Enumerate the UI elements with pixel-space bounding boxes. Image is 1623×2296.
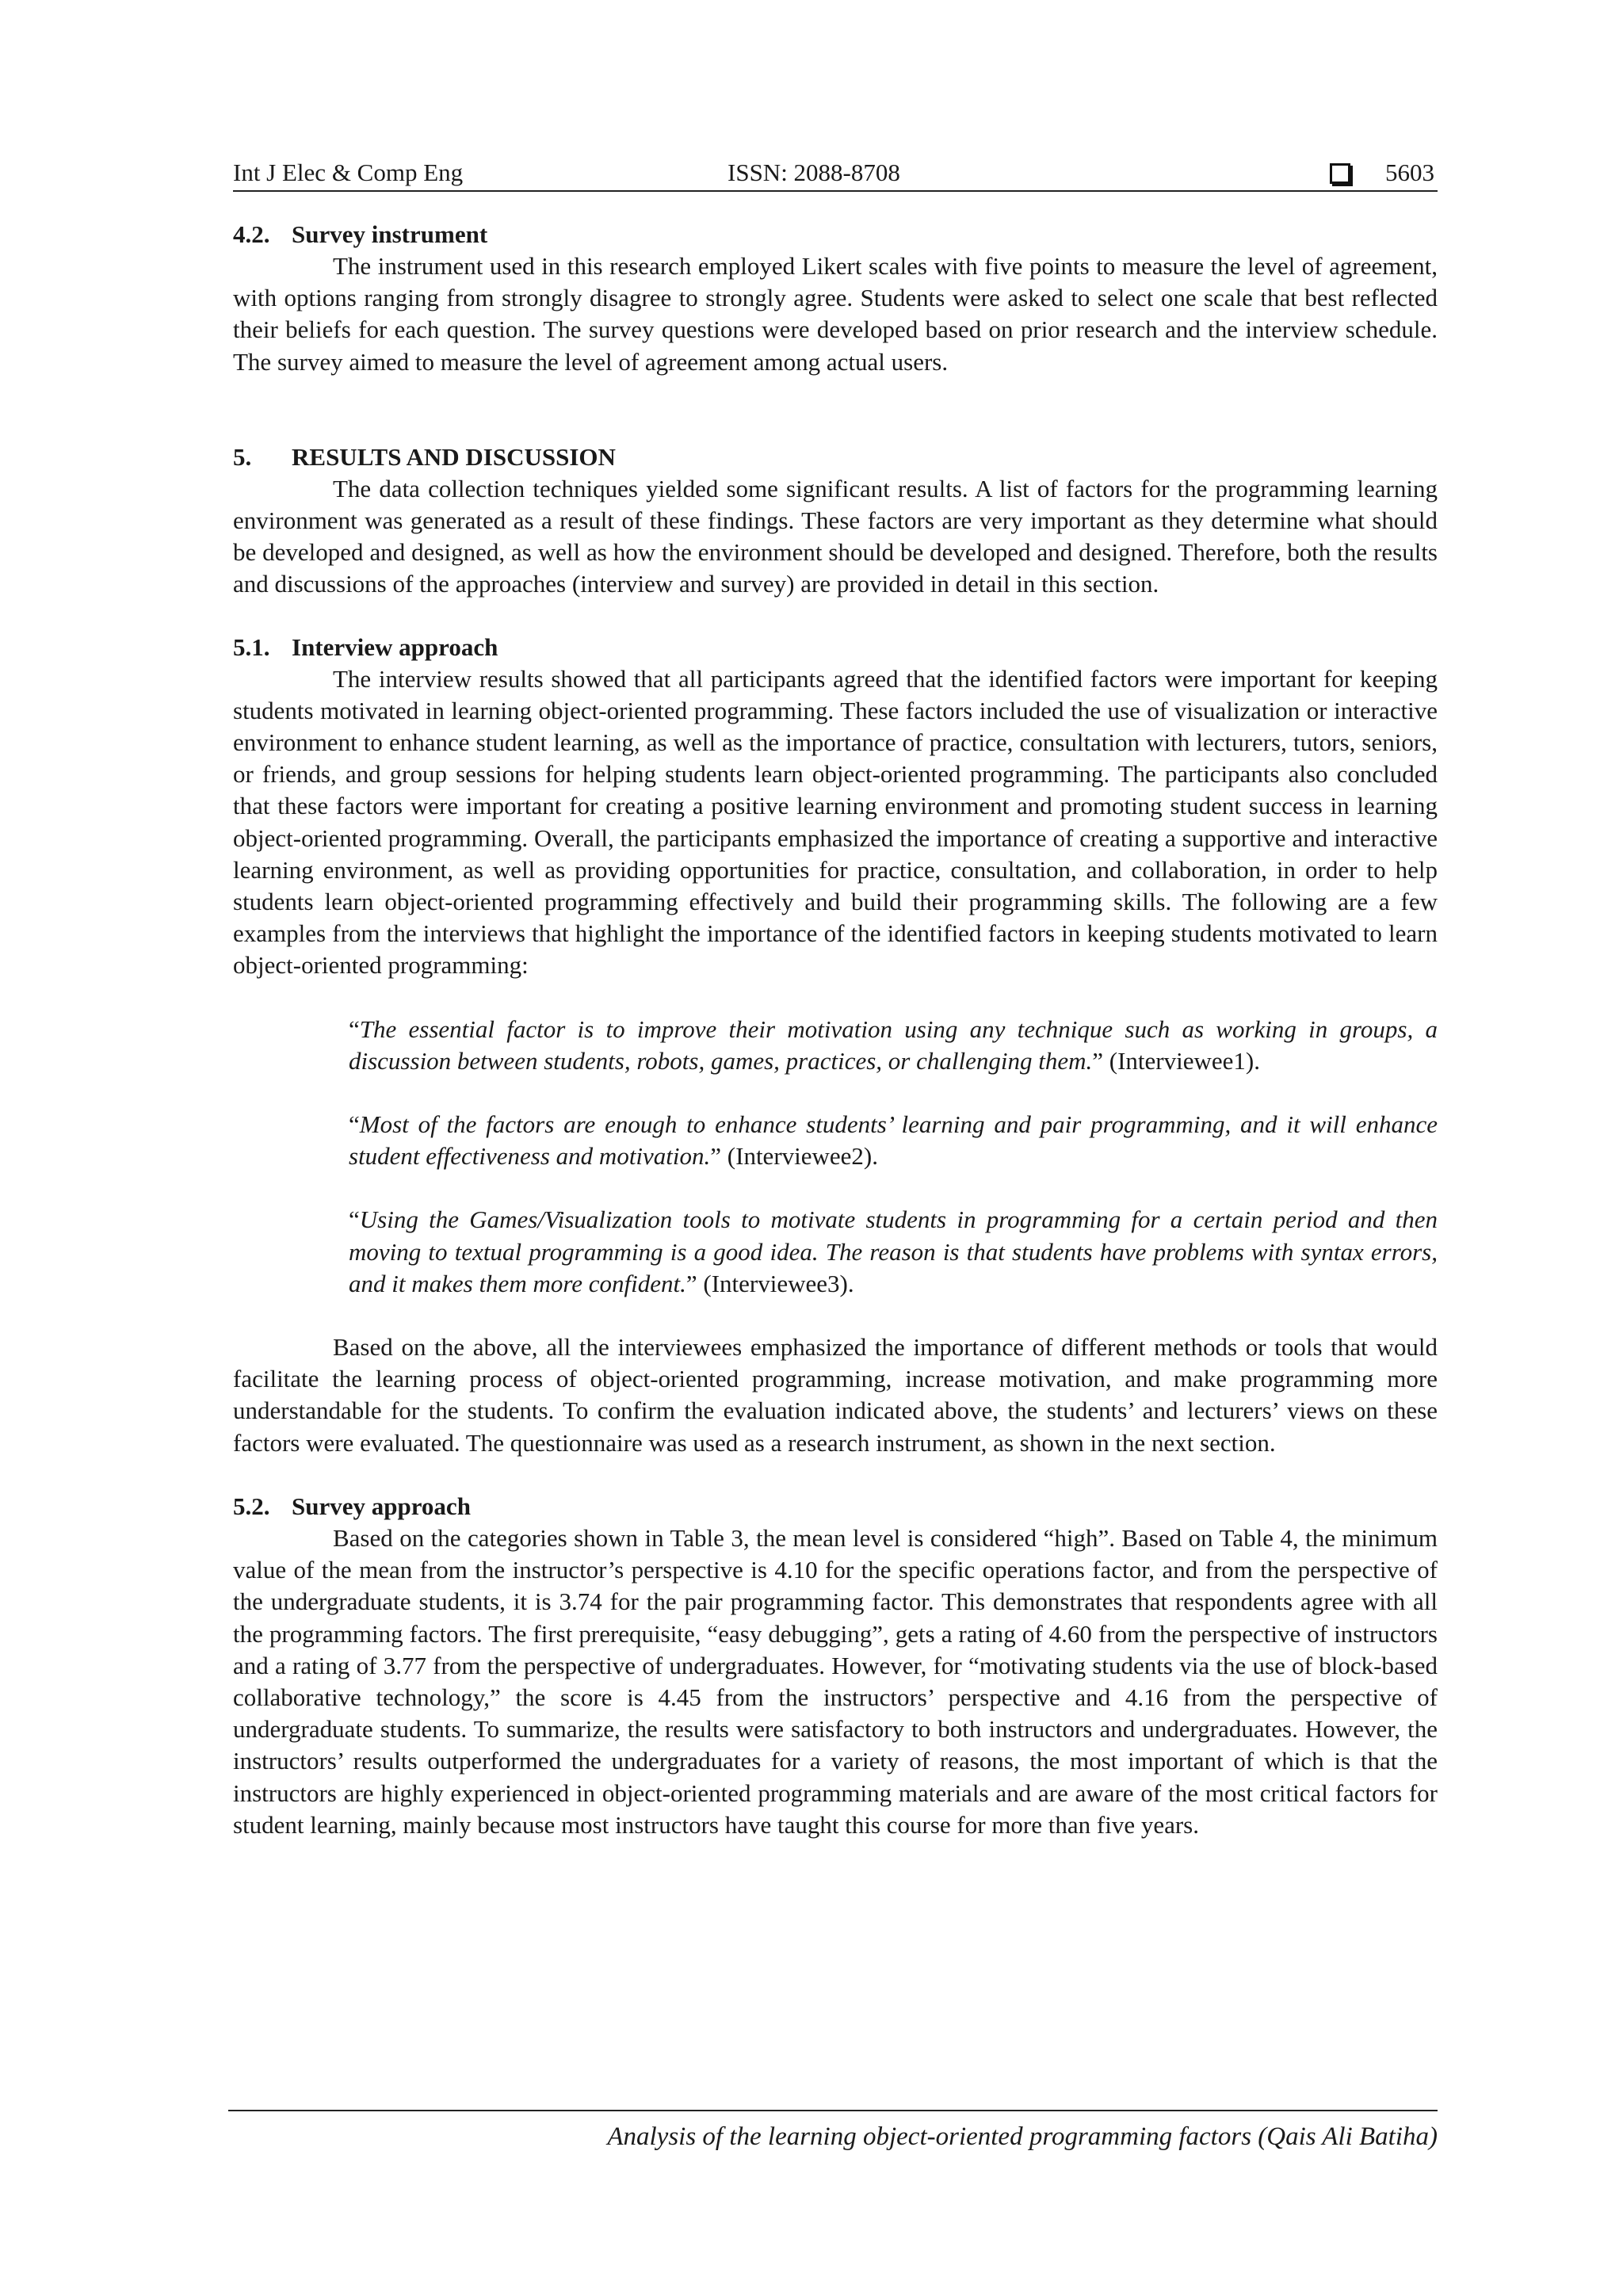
running-title: Analysis of the learning object-oriented programming factors (Qais Ali Batiha) bbox=[607, 2122, 1438, 2151]
paragraph: The data collection techniques yielded some significant results. A list of factors for the programming learning environment was generated as a result of these findings. These factors are very important as they determine what should be developed and designed, as well as how the environment should be developed and designed. Therefore, both the results and discussions of the approaches (interview and survey) are provided in detail in this section. bbox=[233, 474, 1438, 598]
interview-quotes bbox=[233, 1014, 1438, 1300]
paragraph: The instrument used in this research employed Likert scales with five points to measure the level of agreement, with options ranging from strongly disagree to strongly agree. Students were asked to select one scale that best reflected their beliefs for each question. The survey questions were developed based on prior research and the interview schedule. The survey aimed to measure the level of agreement among actual users. bbox=[233, 252, 1438, 376]
paper-page bbox=[233, 155, 1438, 1841]
quote-block: “Most of the factors are enough to enhance students’ learning and pair programming, and it will enhance student effectiveness and motivation.” (Interviewee2). bbox=[349, 1110, 1438, 1171]
section-heading-5-2 bbox=[233, 1491, 1438, 1522]
section-number: 5.1. bbox=[233, 632, 270, 661]
quote-text: Using the Games/Visualization tools to motivate students in programming for a certain period and then moving to textual programming is a good idea. The reason is that students have problems with syntax errors, and it makes them more confident. bbox=[349, 1205, 1438, 1297]
section-heading-5 bbox=[233, 441, 1438, 473]
page-number: 5603 bbox=[1385, 159, 1434, 186]
quote-source: (Interviewee3). bbox=[703, 1269, 854, 1297]
running-footer bbox=[228, 2110, 1438, 2154]
quote-block: “Using the Games/Visualization tools to motivate students in programming for a certain period and then moving to textual programming is a good idea. The reason is that students have problems with syntax errors, and it makes them more confident.” (Interviewee3). bbox=[349, 1205, 1438, 1297]
quote-text: Most of the factors are enough to enhance students’ learning and pair programming, and it will enhance student effectiveness and motivation. bbox=[349, 1110, 1438, 1171]
paragraph: Based on the above, all the interviewees emphasized the importance of different methods or tools that would facilitate the learning process of object-oriented programming, increase motivation, and make programming more understandable for the students. To confirm the evaluation indicated above, the students’ and lecturers’ views on these factors were evaluated. The questionnaire was used as a research instrument, as shown in the next section. bbox=[233, 1333, 1438, 1457]
running-header bbox=[233, 155, 1438, 192]
section-heading-5-1 bbox=[233, 632, 1438, 663]
square-bullet-icon bbox=[1330, 163, 1350, 184]
quote-block: “The essential factor is to improve their motivation using any technique such as working in groups, a discussion between students, robots, games, practices, or challenging them.” (Interviewee1). bbox=[349, 1014, 1438, 1075]
section-number: 4.2. bbox=[233, 220, 270, 248]
journal-name: Int J Elec & Comp Eng bbox=[233, 159, 464, 186]
section-title: Survey instrument bbox=[292, 220, 488, 248]
section-title: RESULTS AND DISCUSSION bbox=[292, 442, 616, 471]
paragraph: Based on the categories shown in Table 3, the mean level is considered “high”. Based on Table 4, the minimum value of the mean from the instructor’s perspective is 4.10 for the specific operations factor, and from the perspective of the undergraduate students, it is 3.74 for the pair programming factor. This demonstrates that respondents agree with all the programming factors. The first prerequisite, “easy debugging”, gets a rating of 4.60 from the perspective of instructors and a rating of 3.77 from the perspective of undergraduates. However, for “motivating students via the use of block-based collaborative technology,” the score is 4.45 from the instructors’ perspective and 4.16 from the perspective of undergraduate students. To summarize, the results were satisfactory to both instructors and undergraduates. However, the instructors’ results outperformed the undergraduates for a variety of reasons, the most important of which is that the instructors are highly experienced in object-oriented programming materials and are aware of the most critical factors for student learning, mainly because most instructors have taught this course for more than five years. bbox=[233, 1523, 1438, 1839]
section-title: Survey approach bbox=[292, 1492, 471, 1520]
article-body bbox=[233, 219, 1438, 1841]
quote-source: (Interviewee1). bbox=[1109, 1046, 1260, 1075]
section-number: 5. bbox=[233, 442, 252, 471]
section-number: 5.2. bbox=[233, 1492, 270, 1520]
quote-text: The essential factor is to improve their motivation using any technique such as working in groups, a discussion between students, robots, games, practices, or challenging them. bbox=[349, 1014, 1438, 1075]
quote-source: (Interviewee2). bbox=[727, 1142, 878, 1171]
section-heading-4-2 bbox=[233, 219, 1438, 250]
issn: ISSN: 2088-8708 bbox=[727, 159, 900, 186]
section-title: Interview approach bbox=[292, 632, 498, 661]
paragraph: The interview results showed that all participants agreed that the identified factors were important for keeping students motivated in learning object-oriented programming. These factors included the use of visualization or interactive environment to enhance student learning, as well as the importance of practice, consultation with lecturers, tutors, seniors, or friends, and group sessions for helping students learn object-oriented programming. The participants also concluded that these factors were important for creating a positive learning environment and promoting student success in learning object-oriented programming. Overall, the participants emphasized the importance of creating a supportive and interactive learning environment, as well as providing opportunities for practice, consultation, and collaboration, in order to help students learn object-oriented programming effectively and build their programming skills. The following are a few examples from the interviews that highlight the importance of the identified factors in keeping students motivated to learn object-oriented programming: bbox=[233, 664, 1438, 980]
